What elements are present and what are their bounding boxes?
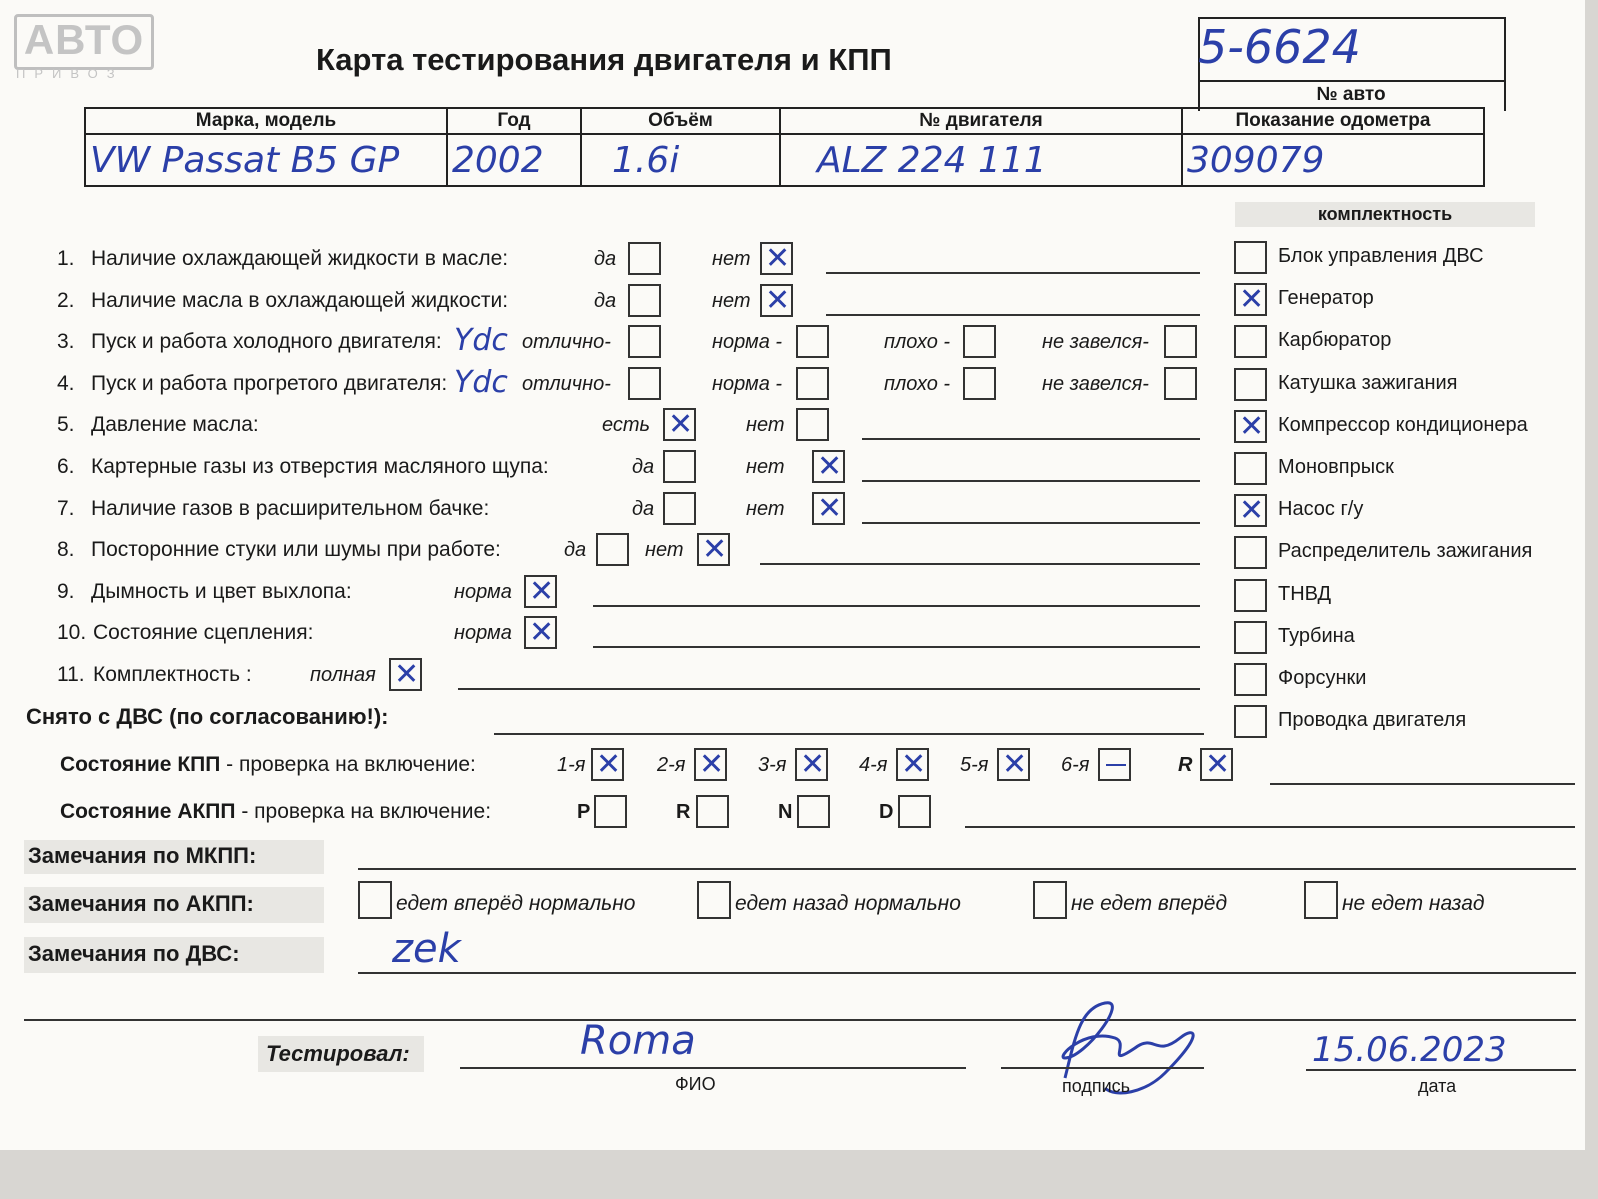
akpp-mode-label: D <box>879 801 894 823</box>
test-label: Наличие масла в охлаждающей жидкости: <box>91 288 509 312</box>
option-label: нет <box>712 248 751 270</box>
option-label: да <box>594 289 617 312</box>
kpp-label-rest: - проверка на включение: <box>220 753 476 776</box>
vehicle-header-table <box>84 107 1485 187</box>
option-checkbox[interactable] <box>663 492 696 525</box>
option-label: норма - <box>712 372 783 395</box>
option-label: нет <box>746 497 785 520</box>
akpp-remark-label: едет назад нормально <box>735 892 961 915</box>
kpp-label <box>60 753 476 777</box>
test-number: 2. <box>57 288 75 312</box>
option-label: норма <box>454 580 512 603</box>
option-label: отлично- <box>522 331 611 354</box>
gear-label: 5-я <box>960 754 989 776</box>
akpp-remark-checkbox[interactable] <box>358 881 392 919</box>
remarks-extra-line <box>24 1019 1576 1021</box>
option-checkbox[interactable] <box>524 575 557 608</box>
gear-label: 2-я <box>657 754 686 776</box>
test-note: Ydc <box>454 364 508 400</box>
logo-subtitle: ПРИВОЗ <box>16 66 124 81</box>
test-label: Наличие охлаждающей жидкости в масле: <box>91 247 509 270</box>
page-title: Карта тестирования двигателя и КПП <box>316 42 892 77</box>
remarks-akpp-label: Замечания по АКПП: <box>28 891 254 916</box>
complect-checkbox[interactable] <box>1234 283 1267 316</box>
complect-label: Проводка двигателя <box>1278 709 1467 732</box>
test-number: 8. <box>57 538 75 562</box>
avto-privoz-logo: АВТО <box>14 14 154 70</box>
option-label: нет <box>645 539 684 562</box>
tester-name: Roma <box>580 1018 696 1064</box>
test-number: 10. <box>57 621 87 645</box>
option-label: отлично- <box>522 372 611 395</box>
gear-checkbox[interactable] <box>795 748 828 781</box>
col-volume: Объём <box>581 108 780 134</box>
option-label: да <box>594 248 617 270</box>
complect-checkbox[interactable] <box>1234 705 1267 738</box>
option-checkbox[interactable] <box>1164 325 1197 358</box>
value-year: 2002 <box>447 134 581 186</box>
akpp-mode-label: P <box>577 801 591 823</box>
test-number: 3. <box>57 330 75 354</box>
value-make-model: VW Passat B5 GP <box>85 134 447 186</box>
option-label: да <box>632 497 655 520</box>
option-checkbox[interactable] <box>963 325 996 358</box>
sign-line <box>1001 1067 1204 1069</box>
option-label: нет <box>746 456 785 478</box>
option-checkbox[interactable] <box>812 450 845 483</box>
akpp-remark-label: не едет назад <box>1342 892 1485 915</box>
value-odometer: 309079 <box>1182 134 1484 186</box>
value-engine-number: ALZ 224 111 <box>780 134 1182 186</box>
gear-label: 4-я <box>859 754 888 776</box>
test-label: Посторонние стуки или шумы при работе: <box>91 538 501 562</box>
remarks-dvs-value: zek <box>392 926 461 972</box>
test-label: Давление масла: <box>91 413 259 437</box>
sign-caption: подпись <box>1062 1076 1131 1096</box>
akpp-remark-checkbox[interactable] <box>1033 881 1067 919</box>
test-date: 15.06.2023 <box>1312 1030 1507 1070</box>
option-checkbox[interactable] <box>963 367 996 400</box>
option-label: да <box>632 456 655 478</box>
option-label: норма <box>454 622 512 645</box>
test-line <box>862 438 1200 440</box>
akpp-label-bold: Состояние АКПП <box>60 800 236 823</box>
test-number: 5. <box>57 413 75 437</box>
test-label: Комплектность : <box>93 663 252 686</box>
gear-checkbox[interactable] <box>694 748 727 781</box>
option-checkbox[interactable] <box>628 284 661 317</box>
gear-label: 1-я <box>557 754 586 776</box>
col-make-model: Марка, модель <box>85 108 447 134</box>
complect-label: Форсунки <box>1278 667 1367 689</box>
test-line <box>826 272 1200 274</box>
gear-checkbox[interactable] <box>591 748 624 781</box>
complect-label: Катушка зажигания <box>1278 371 1458 394</box>
akpp-mode-label: R <box>676 801 691 823</box>
akpp-remark-checkbox[interactable] <box>697 881 731 919</box>
option-checkbox[interactable] <box>697 533 730 566</box>
complect-checkbox[interactable] <box>1234 494 1267 527</box>
gear-label: R <box>1178 754 1193 776</box>
option-checkbox[interactable] <box>1164 367 1197 400</box>
option-label: плохо - <box>884 331 951 354</box>
test-line <box>593 646 1200 648</box>
option-checkbox[interactable] <box>628 367 661 400</box>
option-checkbox[interactable] <box>796 408 829 441</box>
test-label: Состояние сцепления: <box>93 621 314 645</box>
complect-label: Блок управления ДВС <box>1278 245 1484 267</box>
complect-checkbox[interactable] <box>1234 663 1267 696</box>
complect-label: Насос г/у <box>1278 498 1364 521</box>
option-checkbox[interactable] <box>663 450 696 483</box>
gear-checkbox[interactable] <box>1098 748 1131 781</box>
test-label: Картерные газы из отверстия масляного щупа: <box>91 455 549 478</box>
option-label: не завелся- <box>1042 372 1149 395</box>
test-number: 11. <box>57 663 85 686</box>
akpp-mode-checkbox[interactable] <box>594 795 627 828</box>
test-number: 4. <box>57 371 75 395</box>
remarks-mkpp-label: Замечания по МКПП: <box>28 843 257 868</box>
option-label: норма - <box>712 331 783 354</box>
test-line <box>826 314 1200 316</box>
akpp-label <box>60 800 491 824</box>
option-checkbox[interactable] <box>663 408 696 441</box>
col-year: Год <box>447 108 581 134</box>
test-line <box>862 522 1200 524</box>
test-number: 1. <box>57 247 75 270</box>
dash-mark <box>1106 764 1126 766</box>
kpp-label-bold: Состояние КПП <box>60 753 221 776</box>
test-label: Наличие газов в расширительном бачке: <box>91 496 490 520</box>
complect-label: Распределитель зажигания <box>1278 540 1533 563</box>
auto-number-value: 5-6624 <box>1198 20 1361 74</box>
option-label: не завелся- <box>1042 331 1149 354</box>
option-checkbox[interactable] <box>760 242 793 275</box>
gear-label: 6-я <box>1061 754 1090 776</box>
remarks-dvs-line <box>358 972 1576 974</box>
test-label: Дымность и цвет выхлопа: <box>91 579 352 603</box>
option-label: нет <box>746 414 785 437</box>
kpp-line <box>1270 783 1575 785</box>
complect-label: ТНВД <box>1278 582 1332 605</box>
gear-checkbox[interactable] <box>1200 748 1233 781</box>
complect-title: комплектность <box>1235 202 1535 227</box>
test-number: 9. <box>57 579 75 603</box>
date-line <box>1306 1069 1576 1071</box>
akpp-mode-checkbox[interactable] <box>797 795 830 828</box>
gear-checkbox[interactable] <box>896 748 929 781</box>
complect-label: Компрессор кондиционера <box>1278 413 1528 436</box>
remarks-mkpp-line <box>358 868 1576 870</box>
complect-checkbox[interactable] <box>1234 536 1267 569</box>
complect-label: Турбина <box>1278 624 1355 647</box>
tested-label: Тестировал: <box>266 1041 410 1066</box>
complect-checkbox[interactable] <box>1234 621 1267 654</box>
akpp-mode-checkbox[interactable] <box>696 795 729 828</box>
test-line <box>593 605 1200 607</box>
test-note: Ydc <box>454 323 508 359</box>
date-caption: дата <box>1418 1076 1457 1096</box>
akpp-line <box>965 826 1575 828</box>
complect-checkbox[interactable] <box>1234 241 1267 274</box>
complect-label: Моновпрыск <box>1278 456 1394 478</box>
complect-checkbox[interactable] <box>1234 325 1267 358</box>
option-checkbox[interactable] <box>628 242 661 275</box>
gear-label: 3-я <box>758 754 787 776</box>
test-number: 7. <box>57 496 75 520</box>
option-checkbox[interactable] <box>628 325 661 358</box>
option-checkbox[interactable] <box>812 492 845 525</box>
akpp-remark-checkbox[interactable] <box>1304 881 1338 919</box>
complect-checkbox[interactable] <box>1234 579 1267 612</box>
option-label: плохо - <box>884 372 951 395</box>
option-checkbox[interactable] <box>796 325 829 358</box>
value-volume: 1.6i <box>581 134 780 186</box>
option-checkbox[interactable] <box>760 284 793 317</box>
auto-number-label: № авто <box>1198 80 1504 106</box>
removed-line <box>494 733 1204 735</box>
option-label: полная <box>310 664 376 686</box>
option-label: есть <box>602 414 651 437</box>
complect-checkbox[interactable] <box>1234 452 1267 485</box>
test-line <box>458 688 1200 690</box>
test-label: Пуск и работа прогретого двигателя: <box>91 371 448 395</box>
test-line <box>862 480 1200 482</box>
test-label: Пуск и работа холодного двигателя: <box>91 330 442 354</box>
option-checkbox[interactable] <box>389 658 422 691</box>
option-label: да <box>564 539 587 562</box>
option-label: нет <box>712 289 751 312</box>
test-number: 6. <box>57 455 75 478</box>
gear-checkbox[interactable] <box>997 748 1030 781</box>
name-caption: ФИО <box>675 1074 716 1094</box>
name-line <box>460 1067 966 1069</box>
complect-label: Карбюратор <box>1278 329 1392 352</box>
col-engine-number: № двигателя <box>780 108 1182 134</box>
akpp-remark-label: не едет вперёд <box>1071 892 1228 915</box>
remarks-dvs-label: Замечания по ДВС: <box>28 941 240 966</box>
removed-label: Снято с ДВС (по согласованию!): <box>26 704 389 729</box>
test-line <box>760 563 1200 565</box>
complect-checkbox[interactable] <box>1234 410 1267 443</box>
col-odometer: Показание одометра <box>1182 108 1484 134</box>
akpp-mode-checkbox[interactable] <box>898 795 931 828</box>
complect-label: Генератор <box>1278 287 1374 310</box>
akpp-mode-label: N <box>778 801 793 823</box>
akpp-label-rest: - проверка на включение: <box>235 800 492 823</box>
akpp-remark-label: едет вперёд нормально <box>396 892 636 915</box>
option-checkbox[interactable] <box>596 533 629 566</box>
complect-checkbox[interactable] <box>1234 368 1267 401</box>
option-checkbox[interactable] <box>796 367 829 400</box>
option-checkbox[interactable] <box>524 616 557 649</box>
